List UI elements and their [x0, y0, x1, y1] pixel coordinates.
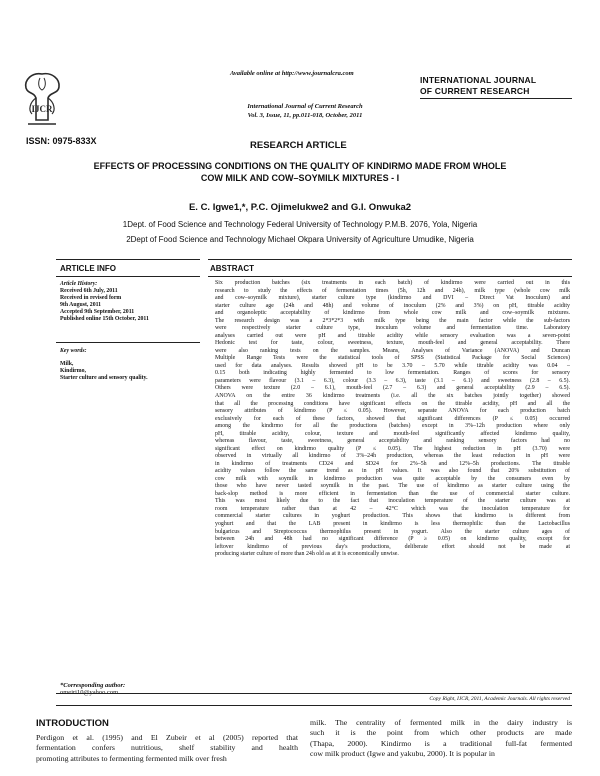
text-line: in kindirmo of treatments CD24 and SD24 for 2%–5h and 12%–5h productions. The titrable [215, 460, 570, 467]
text-line: used for data analyses. Results showed pH to be 3.70 – 5.70 while titrable acidity was 0.04 – [215, 362, 570, 369]
copyright: Copy Right, IJCR, 2011, Academic Journals. All rights reserved [429, 696, 570, 702]
introduction-right-column [310, 718, 572, 760]
text-line: whereas flavour, taste, sweetness, general acceptability and ranking sensory factors had no [215, 438, 570, 445]
text-line: and organoleptic acceptability of kindirmo from whole cow milk and cow–soymilk mixtures. [215, 310, 570, 317]
online-availability: Available online at http://www.journalcra.com [230, 70, 354, 77]
text-line: fermentation confers nutritious, shelf stability and health [36, 743, 298, 753]
text-line: producing starter culture of more than 24h old as at it is economically unwise. [215, 551, 399, 558]
published-date: Published online 15th October, 2011 [60, 316, 149, 322]
introduction-heading: INTRODUCTION [36, 718, 109, 729]
article-title [40, 160, 560, 184]
text-line: that all the processing conditions have significant effects on the titrable acidity, pH and all the [215, 400, 570, 407]
logo-text: IJCR [31, 104, 53, 114]
text-line: The research design was a 2*3*2*3 with milk type being the main factor while the sub-factors [215, 317, 570, 324]
text-line: significant effect on kindirmo quality (P ≤ 0.05). The highest reduction in pH (3.70) were [215, 445, 570, 452]
text-line: milk. The centrality of fermented milk in the dairy industry is [310, 718, 572, 727]
journal-name-underline [420, 98, 572, 99]
text-line: were also ranking tests on the samples. Means, Analyses of Variance (ANOVA) and Duncan [215, 347, 570, 354]
divider-abstract-top [208, 259, 572, 260]
article-type: RESEARCH ARTICLE [250, 140, 347, 151]
text-line: those who have never tasted soymilk in the past. The use of kindirmo as starter culture using the [215, 483, 570, 490]
revised-date: 9th August, 2011 [60, 302, 102, 308]
text-line: acidity values follow the same trend as in pH values. It was also found that 20% substitution of [215, 468, 570, 475]
journal-citation [205, 102, 405, 120]
text-line: cow milk with soymilk in kindirmo production was quite acceptable by the consumers even by [215, 475, 570, 482]
journal-name-line2: OF CURRENT RESEARCH [420, 86, 530, 96]
text-line: cow milk product (Igwe and yakubu, 2000). It is popular in [310, 749, 495, 759]
divider-copyright [56, 705, 572, 706]
text-line: leftover kindirmo of previous day's productions, deliberate effort should not be made at [215, 543, 570, 550]
introduction-left-column [36, 733, 298, 764]
received-date: Received 6th July, 2011 [60, 288, 118, 294]
text-line: yoghurt and that the LAB present in kindirmo is less thermophilic than the Lactobacillus [215, 521, 570, 527]
text-line: Six production batches (six treatments in each batch) of kindirmo were carried out in this [215, 280, 570, 286]
text-line: bulgaricus and Streptococcus thermophilus present in yogurt. Also the starter culture ages of [215, 528, 570, 535]
text-line: (Thapa, 2000). Kindirmo is a traditional full-fat fermented [310, 738, 572, 748]
journal-logo [18, 68, 66, 130]
text-line: between 24h and 48h had no significant difference (P ≥ 0.05) on kindirmo quality, except for [215, 536, 570, 543]
citation-journal: International Journal of Current Research [247, 103, 363, 110]
text-line: starter culture age (24h and 48h) and volume of inoculum (2% and 3%) on pH, titrable acidity [215, 302, 570, 309]
title-line-2: COW MILK AND COW–SOYMILK MIXTURES - I [200, 173, 400, 183]
keyword: Kindirmo, [60, 368, 86, 374]
text-line: Multiple Range Tests were the statistical tools of SPSS (Statistical Package for Social Sciences) [215, 355, 570, 362]
title-line-1: EFFECTS OF PROCESSING CONDITIONS ON THE QUALITY OF KINDIRMO MADE FROM WHOLE [93, 161, 507, 171]
keywords [60, 348, 200, 382]
text-line: research to study the effects of fermentation times (5h, 12h and 24h), milk type (whole cow milk [215, 287, 570, 294]
abstract-body [215, 280, 570, 559]
text-line: were respectively starter culture type, inoculum volume and fermentation time. Laboratory [215, 325, 570, 332]
text-line: promoting attributes to fermenting fermented milk over fresh [36, 753, 227, 763]
text-line: 0.15 both indicating highly fermented to low fermentation. Ranges of scores for sensory [215, 370, 570, 377]
text-line: sensory attributes of kindirmo (P ≤ 0.05). However, separate ANOVA for each production batch [215, 408, 570, 415]
divider-abstract-bottom [208, 276, 572, 277]
text-line: parameters were flavour (3.1 – 6.3), colour (3.3 – 6.3), taste (3.1 – 6.1) and sweetness (2.8 – 6.5). [215, 377, 570, 384]
abstract-heading: ABSTRACT [210, 264, 254, 273]
article-history [60, 281, 200, 323]
text-line: such it is the point from which other products are made [310, 728, 572, 738]
text-line: pH, titrable acidity, colour, texture and mouth-feel significantly affected kindirmo quality, [215, 430, 570, 437]
divider-abstract-end [56, 693, 572, 694]
text-line: observed in virtually all kindirmo of 3%–24h production, whereas the least reduction in pH were [215, 453, 570, 460]
keywords-label: Key words: [60, 348, 87, 354]
affiliation-1: 1Dept. of Food Science and Technology Federal University of Technology P.M.B. 2076, Yola, Nigeria [122, 220, 478, 229]
text-line: exclusively for each of these factors, showed that significant differences (P ≤ 0.05) occurred [215, 415, 570, 422]
journal-name-line1: INTERNATIONAL JOURNAL [420, 75, 537, 85]
revised-label: Received in revised form [60, 295, 122, 301]
article-info-heading: ARTICLE INFO [60, 264, 116, 273]
divider-info-top [56, 259, 200, 260]
keyword: Starter culture and sensory quality. [60, 375, 148, 381]
text-line: back-slop method is more efficient in fermentation than the use of commercial starter culture. [215, 490, 570, 497]
history-label: Article History: [60, 281, 98, 287]
journal-name [420, 75, 570, 97]
text-line: room temperature rather than at 42 – 42°C which was the inoculation temperature for [215, 505, 570, 512]
text-line: and cow–soymilk mixture), starter culture type (kindirmo and DVI – Direct Vat Inoculum) and [215, 295, 570, 302]
citation-volume: Vol. 3, Issue, 11, pp.011-018, October, 2011 [247, 112, 363, 119]
text-line: Perdigon et al. (1995) and El Zubeir et al (2005) reported that [36, 733, 298, 742]
text-line: Others were texture (2.0 – 6.1), mouth-feel (2.7 – 6.3) and general acceptability (2.9 – 6.5). [215, 385, 570, 392]
affiliation-2: 2Dept of Food Science and Technology Michael Okpara University of Agriculture Umudike, Nigeria [126, 235, 474, 244]
authors: E. C. Igwe1,*, P.C. Ojimelukwe2 and G.I. Onwuka2 [188, 202, 412, 213]
text-line: among the kindirmo for all the productions (batches) except in 3%–12h production where only [215, 423, 570, 430]
issn: ISSN: 0975-833X [26, 136, 97, 146]
text-line: ANOVA on the entire 36 kindirmo treatments (i.e. all the six batches jointly together) showed [215, 392, 570, 399]
text-line: Hedonic test for taste, colour, sweetness, texture, mouth-feel and general acceptability. There [215, 340, 570, 347]
divider-info-bottom [56, 276, 200, 277]
keyword: Milk, [60, 361, 74, 367]
text-line: This was most likely due to the fact that inoculation temperature of the starter culture was at [215, 498, 570, 505]
accepted-date: Accepted 9th September, 2011 [60, 309, 135, 315]
divider-keywords [56, 342, 200, 343]
text-line: analyses carried out were pH and titrable acidity while sensory evaluation was a seven-point [215, 332, 570, 339]
text-line: commercial starter cultures in yoghurt production. This shows that kindirmo is different from [215, 513, 570, 520]
corresponding-label: *Corresponding author: [60, 682, 126, 689]
